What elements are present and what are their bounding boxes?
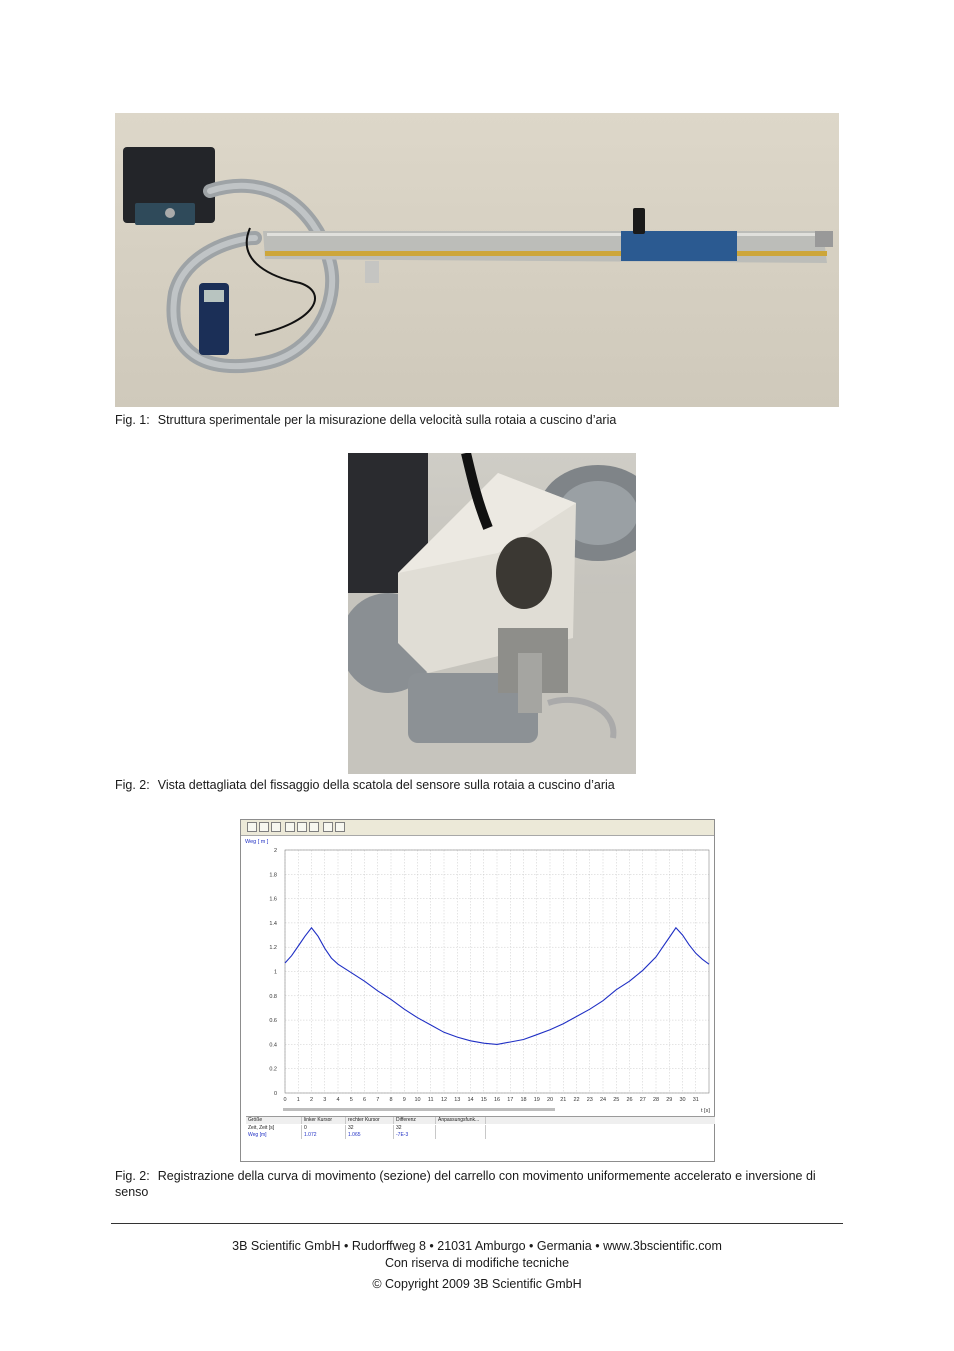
figure-1-caption bbox=[115, 412, 616, 428]
x-tick-label: 4 bbox=[336, 1097, 340, 1103]
x-tick-label: 16 bbox=[493, 1097, 501, 1103]
distance-time-chart bbox=[241, 836, 714, 1116]
table-cell: 0 bbox=[302, 1125, 346, 1132]
table-cell: 1.065 bbox=[346, 1132, 394, 1139]
x-tick-label: 19 bbox=[533, 1097, 540, 1103]
x-tick-label: 18 bbox=[520, 1097, 527, 1103]
table-header: Größe bbox=[246, 1117, 302, 1124]
figure-2-photo bbox=[348, 453, 636, 774]
figure-number: Fig. 2: bbox=[115, 778, 150, 792]
figure-number: Fig. 2: bbox=[115, 1169, 150, 1183]
y-tick-label: 1.2 bbox=[269, 945, 277, 952]
x-tick-label: 20 bbox=[546, 1097, 554, 1103]
y-tick-label: 0 bbox=[273, 1091, 277, 1097]
x-tick-label: 14 bbox=[467, 1097, 474, 1103]
table-header: rechter Kursor bbox=[346, 1117, 394, 1124]
figure-caption-text: Registrazione della curva di movimento (sezione) del carrello con movimento uniformemente accelerato e inversione di senso bbox=[115, 1169, 816, 1199]
x-tick-label: 0 bbox=[283, 1097, 287, 1103]
print-icon[interactable] bbox=[271, 822, 281, 832]
table-cell: 32 bbox=[394, 1125, 436, 1132]
toolbar bbox=[241, 820, 714, 836]
figure-caption-text: Struttura sperimentale per la misurazione della velocità sulla rotaia a cuscino d’aria bbox=[157, 413, 617, 427]
x-tick-label: 5 bbox=[349, 1097, 353, 1103]
x-tick-label: 24 bbox=[599, 1097, 607, 1103]
cursor-values-table bbox=[246, 1116, 715, 1161]
table-cell: Weg [m] bbox=[246, 1132, 302, 1139]
x-tick-label: 25 bbox=[613, 1097, 620, 1103]
x-tick-label: 28 bbox=[652, 1097, 660, 1103]
table-cell: 1.072 bbox=[302, 1132, 346, 1139]
x-tick-label: 30 bbox=[679, 1097, 686, 1103]
footer-notice: Con riserva di modifiche tecniche bbox=[384, 1256, 570, 1270]
y-tick-label: 1 bbox=[273, 969, 277, 976]
air-track-setup-image bbox=[115, 113, 839, 407]
y-tick-label: 2 bbox=[273, 848, 277, 854]
table-cell bbox=[436, 1132, 486, 1139]
x-tick-label: 1 bbox=[296, 1097, 300, 1103]
measure-icon[interactable] bbox=[323, 822, 333, 832]
footer-address: 3B Scientific GmbH • Rudorffweg 8 • 21031 Amburgo • Germania • www.3bscientific.com bbox=[232, 1239, 722, 1253]
zoom-icon[interactable] bbox=[335, 822, 345, 832]
table-cell bbox=[436, 1125, 486, 1132]
table-header: linker Kursor bbox=[302, 1117, 346, 1124]
x-tick-label: 29 bbox=[666, 1097, 673, 1103]
x-tick-label: 15 bbox=[480, 1097, 487, 1103]
table-row[interactable] bbox=[246, 1132, 715, 1139]
footer-divider bbox=[111, 1223, 843, 1224]
x-tick-label: 2 bbox=[309, 1097, 314, 1103]
y-tick-label: 1.4 bbox=[269, 920, 277, 927]
y-tick-label: 0.8 bbox=[269, 993, 277, 1000]
table-row[interactable] bbox=[246, 1125, 715, 1132]
sensor-mount-image bbox=[348, 453, 636, 774]
horizontal-scrollbar[interactable] bbox=[283, 1108, 555, 1111]
x-tick-label: 12 bbox=[440, 1097, 448, 1103]
y-tick-label: 0.2 bbox=[269, 1066, 277, 1073]
save-file-icon[interactable] bbox=[259, 822, 269, 832]
x-tick-label: 31 bbox=[692, 1097, 699, 1103]
x-tick-label: 23 bbox=[586, 1097, 593, 1103]
x-tick-label: 21 bbox=[560, 1097, 567, 1103]
y-tick-label: 1.6 bbox=[269, 896, 277, 903]
open-file-icon[interactable] bbox=[247, 822, 257, 832]
figure-number: Fig. 1: bbox=[115, 413, 150, 427]
x-tick-label: 22 bbox=[573, 1097, 580, 1103]
y-axis-label: Weg [ m ] bbox=[245, 839, 269, 845]
table-header: Anpassungsfunk... bbox=[436, 1117, 486, 1124]
x-tick-label: 3 bbox=[323, 1097, 327, 1103]
figure-3-caption bbox=[115, 1168, 843, 1200]
table-header: Differenz bbox=[394, 1117, 436, 1124]
x-tick-label: 11 bbox=[427, 1097, 434, 1103]
y-tick-label: 1.8 bbox=[269, 872, 277, 879]
figure-caption-text: Vista dettagliata del fissaggio della scatola del sensore sulla rotaia a cuscino d’aria bbox=[157, 778, 615, 792]
x-tick-label: 27 bbox=[639, 1097, 646, 1103]
footer-copyright: © Copyright 2009 3B Scientific GmbH bbox=[372, 1277, 582, 1291]
table-cell: Zeit, Zeit [s] bbox=[246, 1125, 302, 1132]
draw-line-icon[interactable] bbox=[297, 822, 307, 832]
figure-2-caption bbox=[115, 777, 615, 793]
x-tick-label: 26 bbox=[626, 1097, 633, 1103]
table-cell: 32 bbox=[346, 1125, 394, 1132]
y-tick-label: 0.6 bbox=[269, 1018, 277, 1025]
x-tick-label: 17 bbox=[507, 1097, 514, 1103]
fit-curve-icon[interactable] bbox=[309, 822, 319, 832]
x-tick-label: 9 bbox=[402, 1097, 406, 1103]
x-axis-label: t [s] bbox=[701, 1108, 710, 1114]
settings-icon[interactable] bbox=[285, 822, 295, 832]
x-tick-label: 13 bbox=[454, 1097, 461, 1103]
table-header-row bbox=[246, 1117, 715, 1124]
x-tick-label: 10 bbox=[414, 1097, 421, 1103]
chart-axes bbox=[269, 848, 709, 1103]
table-cell: -7E-3 bbox=[394, 1132, 436, 1139]
measurement-software-window bbox=[240, 819, 715, 1162]
figure-1-photo bbox=[115, 113, 839, 407]
x-tick-label: 6 bbox=[362, 1097, 367, 1103]
x-tick-label: 7 bbox=[376, 1097, 380, 1103]
x-tick-label: 8 bbox=[389, 1097, 393, 1103]
y-tick-label: 0.4 bbox=[269, 1042, 277, 1049]
